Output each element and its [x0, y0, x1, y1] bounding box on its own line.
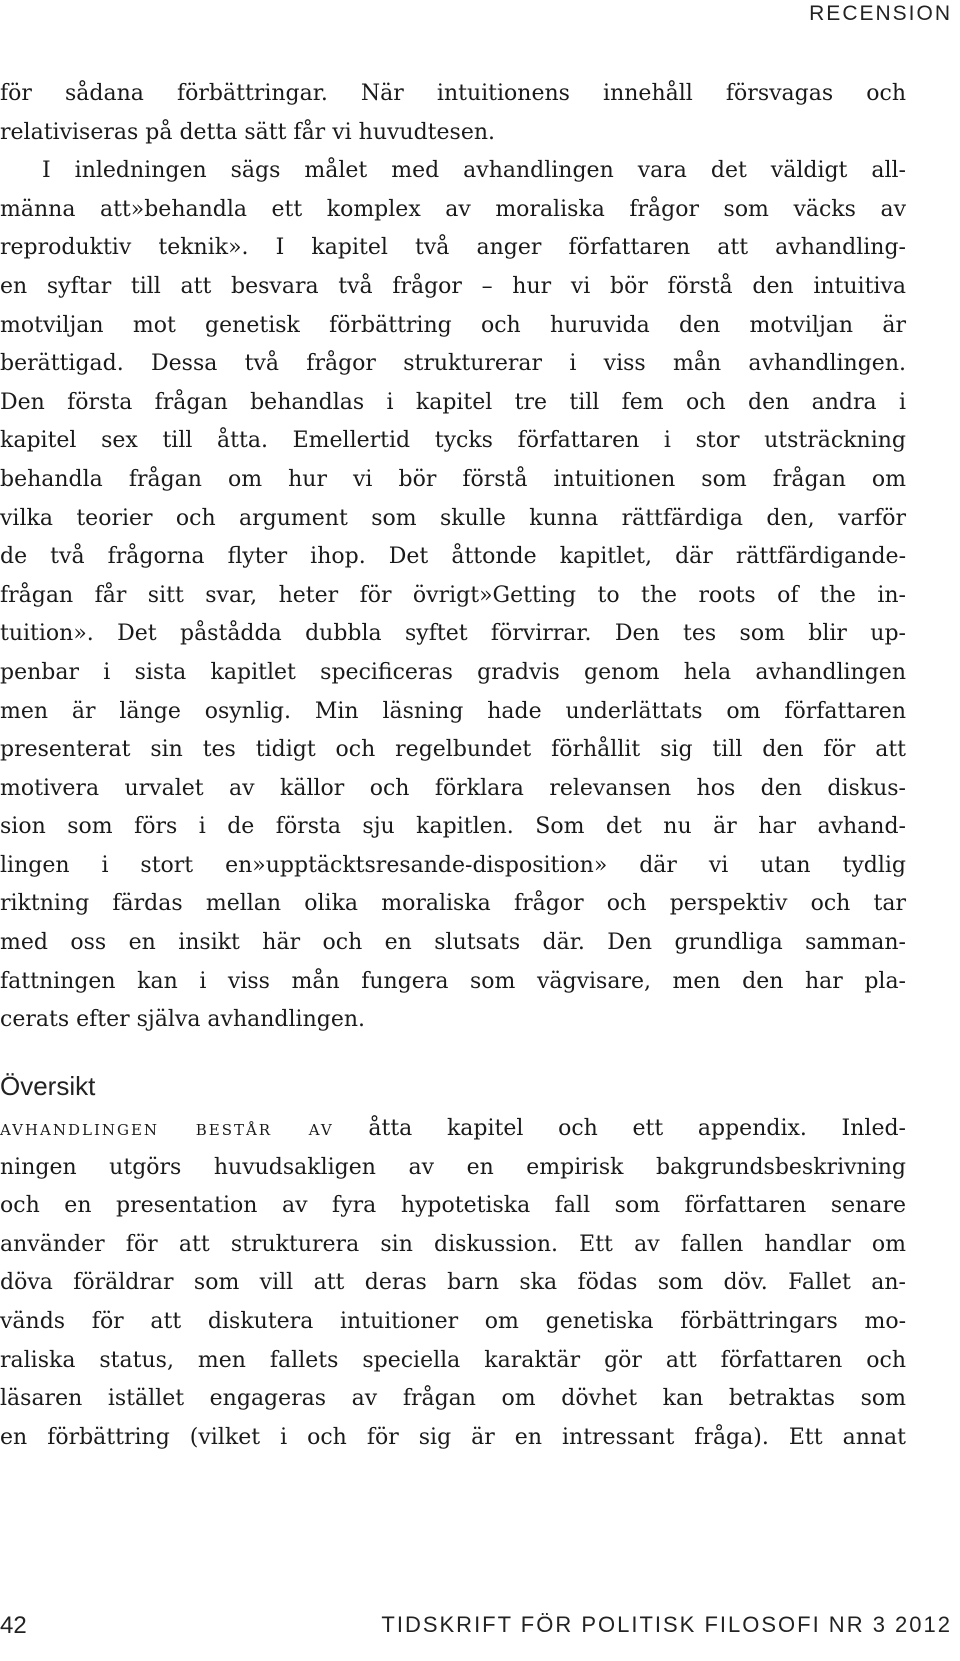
text-line: vänds för att diskutera intuitioner om genetiska förbättringars mo-	[0, 1308, 906, 1334]
text-line: reproduktiv teknik». I kapitel två anger författaren att avhandling-	[0, 235, 906, 261]
text-line: sion som förs i de första sju kapitlen. Som det nu är har avhand-	[0, 814, 906, 840]
text-line: en förbättring (vilket i och för sig är en intressant fråga). Ett annat	[0, 1424, 906, 1450]
text-line: fattningen kan i viss mån fungera som vägvisare, men den har pla-	[0, 968, 906, 994]
text-line: frågan får sitt svar, heter för övrigt»Getting to the roots of the in-	[0, 582, 906, 608]
text-line: presenterat sin tes tidigt och regelbundet förhållit sig till den för att	[0, 737, 906, 763]
text-line: motviljan mot genetisk förbättring och huruvida den motviljan är	[0, 312, 906, 338]
section-text	[0, 1110, 906, 1457]
running-head: RECENSION	[809, 2, 952, 25]
text-line: behandla frågan om hur vi bör förstå intuitionen som frågan om	[0, 466, 906, 492]
text-line: cerats efter själva avhandlingen.	[0, 1007, 366, 1033]
text-line: döva föräldrar som vill att deras barn ska födas som döv. Fallet an-	[0, 1270, 906, 1296]
text-line: men är länge osynlig. Min läsning hade underlättats om författaren	[0, 698, 906, 724]
lead-in-rest: åtta kapitel och ett appendix. Inled-	[333, 1116, 906, 1141]
text-line: relativiseras på detta sätt får vi huvudtesen.	[0, 119, 495, 145]
section-heading: Översikt	[0, 1071, 96, 1101]
text-line: använder för att strukturera sin diskussion. Ett av fallen handlar om	[0, 1231, 906, 1257]
text-line: läsaren istället engageras av frågan om dövhet kan betraktas som	[0, 1386, 906, 1412]
text-line: med oss en insikt här och en slutsats där. Den grundliga samman-	[0, 930, 906, 956]
text-line: tuition». Det påstådda dubbla syftet förvirrar. Den tes som blir up-	[0, 621, 906, 647]
text-line	[0, 1110, 906, 1149]
page-number: 42	[0, 1612, 27, 1639]
text-line: de två frågorna flyter ihop. Det åttonde kapitlet, där rättfärdigande-	[0, 544, 906, 570]
text-line: berättigad. Dessa två frågor strukturerar i viss mån avhandlingen.	[0, 351, 906, 377]
text-line: riktning färdas mellan olika moraliska frågor och perspektiv och tar	[0, 891, 906, 917]
text-line: motivera urvalet av källor och förklara relevansen hos den diskus-	[0, 775, 906, 801]
text-line: för sådana förbättringar. När intuitionens innehåll försvagas och	[0, 81, 906, 106]
text-line: ningen utgörs huvudsakligen av en empirisk bakgrundsbeskrivning	[0, 1154, 906, 1180]
text-line: männa att»behandla ett komplex av moraliska frågor som väcks av	[0, 196, 906, 222]
lead-in-smallcaps: avhandlingen består av	[0, 1116, 334, 1141]
text-line: I inledningen sägs målet med avhandlingen vara det väldigt all-	[42, 158, 906, 184]
text-line: kapitel sex till åtta. Emellertid tycks författaren i stor utsträckning	[0, 428, 906, 454]
text-line: vilka teorier och argument som skulle kunna rättfärdiga den, varför	[0, 505, 906, 531]
text-line: raliska status, men fallets speciella karaktär gör att författaren och	[0, 1347, 906, 1373]
text-line: en syftar till att besvara två frågor – hur vi bör förstå den intuitiva	[0, 273, 906, 299]
text-line: lingen i stort en»upptäcktsresande-disposition» där vi utan tydlig	[0, 852, 906, 878]
body-text	[0, 75, 906, 1040]
journal-footer: TIDSKRIFT FÖR POLITISK FILOSOFI NR 3 2012	[381, 1612, 952, 1637]
text-line: Den första frågan behandlas i kapitel tre till fem och den andra i	[0, 389, 906, 415]
text-line: och en presentation av fyra hypotetiska fall som författaren senare	[0, 1193, 906, 1219]
text-line: penbar i sista kapitlet specificeras gradvis genom hela avhandlingen	[0, 659, 906, 685]
